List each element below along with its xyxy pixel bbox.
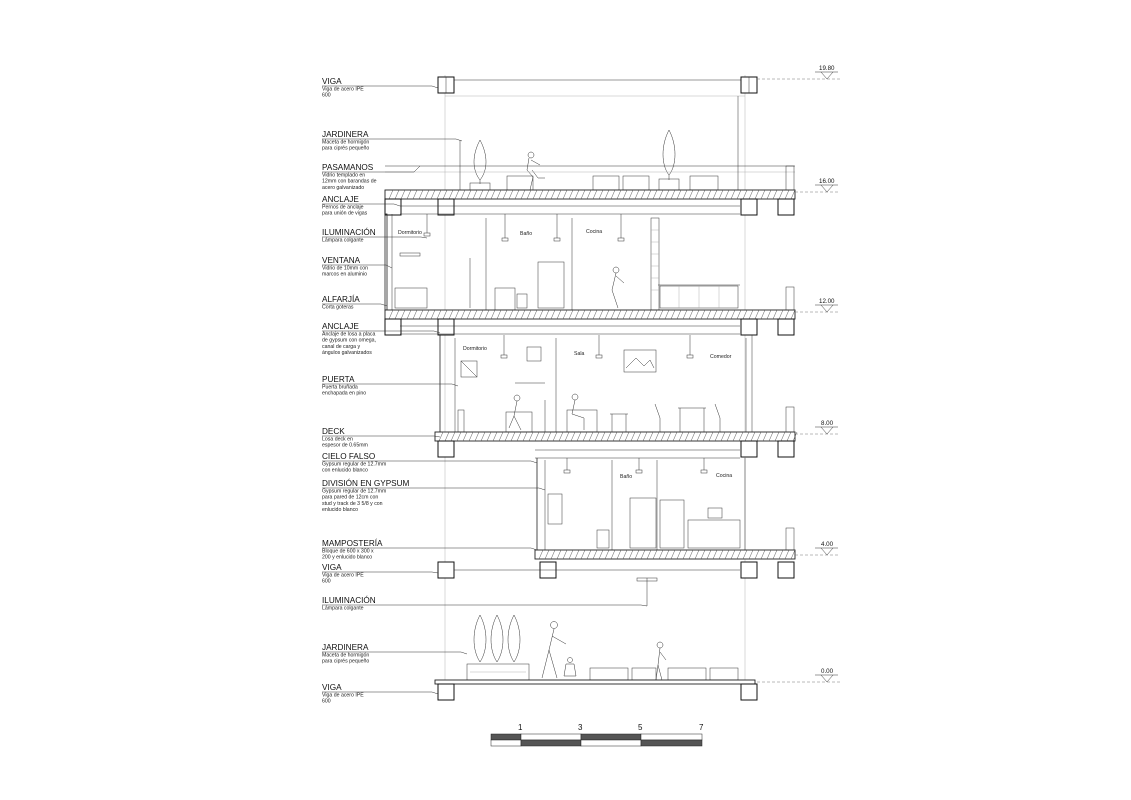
annotation-description: para unión de vigas [322, 210, 368, 217]
annotation [322, 256, 392, 278]
room-label: Comedor [710, 354, 732, 360]
annotation [322, 595, 647, 612]
annotation-description: enchapada en pino [322, 390, 367, 397]
annotation-title: DECK [322, 427, 345, 436]
room-label: Baño [520, 231, 533, 237]
annotation [322, 130, 462, 152]
annotation-description: Vidrio de 10mm con [322, 265, 369, 272]
annotation-title: ILUMINACIÓN [322, 228, 376, 237]
annotation-description: ángulos galvanizados [322, 350, 372, 357]
annotation-description: espesor de 0.65mm [322, 442, 368, 449]
annotation-description: para pared de 12cm con [322, 494, 379, 501]
annotation [322, 563, 438, 585]
annotation-description: Corta goteras [322, 304, 354, 311]
roof-garden [385, 96, 795, 191]
room-label: Sala [574, 351, 585, 357]
annotation-title: VENTANA [322, 256, 361, 265]
annotation [322, 683, 438, 705]
scale-label: 1 [518, 723, 523, 732]
annotation-description: Losa deck en [322, 436, 353, 443]
level-label: 19.80 [819, 65, 835, 72]
annotation-description: Maceta de hormigón [322, 652, 370, 659]
annotation [322, 294, 387, 311]
annotation-description: enlucido blanco [322, 507, 359, 514]
annotation [322, 478, 545, 513]
level-label: 8.00 [821, 420, 834, 427]
scale-label: 5 [638, 723, 643, 732]
level-marker [795, 298, 840, 312]
annotation-description: Lámpara colgante [322, 605, 364, 612]
annotation-title: PASAMANOS [322, 163, 374, 172]
annotation-description: acero galvanizado [322, 184, 365, 191]
annotation-description: Maceta de hormigón [322, 139, 370, 146]
annotation [322, 538, 537, 561]
level-label: 0.00 [821, 668, 834, 675]
annotation-title: CIELO FALSO [322, 452, 376, 461]
annotation [322, 427, 440, 449]
level-markers [757, 65, 840, 682]
annotation-title: JARDINERA [322, 643, 369, 652]
scale-label: 7 [699, 723, 704, 732]
annotation-description: Lámpara colgante [322, 237, 364, 244]
annotation-description: 12mm con barandas de [322, 178, 377, 185]
annotation-description: Viga de acero IPE [322, 692, 364, 699]
floor-12-16 [385, 214, 740, 310]
annotation-title: ALFARJÍA [322, 295, 360, 304]
annotation-description: Pernos de anclaje [322, 204, 364, 211]
room-label: Baño [620, 474, 633, 480]
annotation [322, 643, 467, 665]
room-label: Cocina [586, 229, 603, 235]
annotation-description: Gypsum regular de 12.7mm [322, 488, 387, 495]
level-label: 12.00 [819, 298, 835, 305]
annotation-description: Puerta bruñada [322, 384, 358, 391]
annotation-title: PUERTA [322, 375, 355, 384]
annotation-description: Viga de acero IPE [322, 86, 364, 93]
level-label: 4.00 [821, 541, 834, 548]
annotation-title: MAMPOSTERÍA [322, 539, 383, 548]
annotation-title: DIVISIÓN EN GYPSUM [322, 479, 410, 488]
scale-label: 3 [578, 723, 583, 732]
level-marker [795, 178, 840, 192]
annotation-title: VIGA [322, 563, 342, 572]
annotation [322, 163, 420, 191]
annotation-description: 600 [322, 92, 331, 99]
annotation-description: Anclaje de losa a placa [322, 331, 376, 338]
annotation-description: marcos en aluminio [322, 271, 367, 278]
annotation-title: ANCLAJE [322, 195, 359, 204]
level-label: 16.00 [819, 178, 835, 185]
annotation-description: Vidrio templado en [322, 172, 366, 179]
annotation [322, 322, 440, 356]
floor-4-8 [537, 458, 745, 550]
annotation-description: stud y track de 3 5/8 y con [322, 500, 383, 507]
annotation [322, 452, 537, 474]
annotation-description: Viga de acero IPE [322, 572, 364, 579]
annotation-description: para ciprés pequeño [322, 658, 370, 665]
leader-line [322, 605, 647, 606]
annotation-description: 600 [322, 698, 331, 705]
level-marker [757, 65, 840, 79]
annotation [322, 77, 438, 99]
annotation-description: 200 y enlucido blanco [322, 554, 373, 561]
ground-level [467, 615, 738, 680]
annotation-description: canal de carga y [322, 343, 361, 350]
annotation-title: ILUMINACIÓN [322, 596, 376, 605]
annotation-description: de gypsum con omega, [322, 337, 376, 344]
annotation-title: ANCLAJE [322, 322, 359, 331]
annotation-title: VIGA [322, 77, 342, 86]
level-marker [795, 420, 840, 434]
annotation-description: Gypsum regular de 12.7mm [322, 461, 387, 468]
room-label: Dormitorio [398, 230, 422, 236]
graphic-scale [491, 723, 704, 746]
annotation-description: 600 [322, 578, 331, 585]
annotation-description: Bloque de 600 x 300 x [322, 548, 374, 555]
building-section [385, 75, 797, 700]
room-label: Cocina [716, 473, 733, 479]
level-marker [757, 668, 840, 682]
room-label: Dormitorio [463, 346, 487, 352]
level-marker [795, 541, 840, 555]
annotation-title: JARDINERA [322, 130, 369, 139]
annotation-description: con enlucido blanco [322, 467, 368, 474]
annotation-description: para ciprés pequeño [322, 145, 370, 152]
annotation-title: VIGA [322, 683, 342, 692]
annotation [322, 375, 458, 397]
